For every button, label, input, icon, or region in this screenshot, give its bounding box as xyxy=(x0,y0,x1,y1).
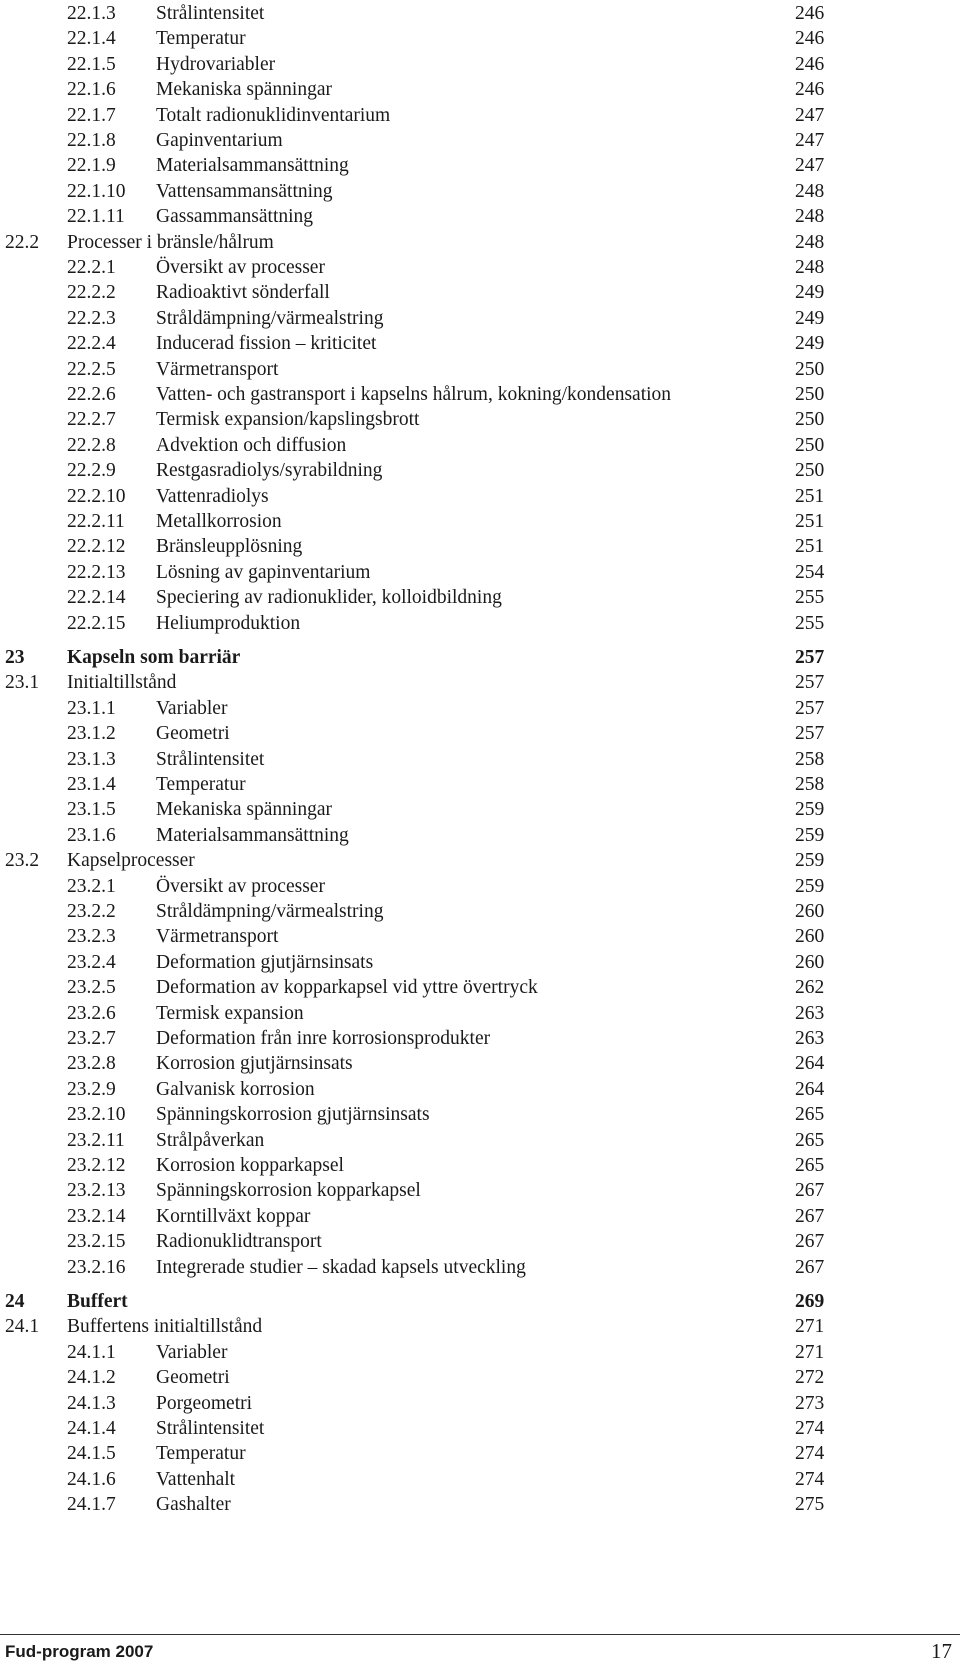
toc-entry-number: 22.1.7 xyxy=(67,105,116,126)
toc-subsection-entry[interactable] xyxy=(0,1178,960,1204)
toc-entry-title: Bränsleupplösning xyxy=(156,536,303,557)
toc-entry-page: 267 xyxy=(795,1231,825,1252)
toc-entry-number: 22.2.4 xyxy=(67,333,116,354)
toc-subsection-entry[interactable] xyxy=(0,924,960,950)
toc-entry-title: Geometri xyxy=(156,723,230,744)
toc-entry-number: 23.1.4 xyxy=(67,774,116,795)
toc-subsection-entry[interactable] xyxy=(0,280,960,306)
toc-entry-number: 22.1.8 xyxy=(67,130,116,151)
toc-subsection-entry[interactable] xyxy=(0,1467,960,1493)
toc-entry-number: 23.2.11 xyxy=(67,1130,125,1151)
toc-entry-number: 24.1.2 xyxy=(67,1367,116,1388)
toc-entry-number: 23 xyxy=(5,647,25,668)
toc-subsection-entry[interactable] xyxy=(0,458,960,484)
toc-entry-title: Restgasradiolys/syrabildning xyxy=(156,460,383,481)
toc-entry-number: 23.2.1 xyxy=(67,876,116,897)
toc-entry-number: 23.2.10 xyxy=(67,1104,126,1125)
toc-entry-title: Metallkorrosion xyxy=(156,511,282,532)
toc-subsection-entry[interactable] xyxy=(0,433,960,459)
toc-entry-page: 262 xyxy=(795,977,825,998)
toc-entry-number: 24.1 xyxy=(5,1316,40,1337)
toc-subsection-entry[interactable] xyxy=(0,534,960,560)
toc-subsection-entry[interactable] xyxy=(0,823,960,849)
toc-entry-number: 24.1.4 xyxy=(67,1418,116,1439)
toc-entry-number: 22.2.5 xyxy=(67,359,116,380)
toc-subsection-entry[interactable] xyxy=(0,1492,960,1518)
toc-subsection-entry[interactable] xyxy=(0,585,960,611)
toc-entry-title: Översikt av processer xyxy=(156,876,325,897)
toc-subsection-entry[interactable] xyxy=(0,1051,960,1077)
toc-subsection-entry[interactable] xyxy=(0,1102,960,1128)
toc-entry-page: 274 xyxy=(795,1469,825,1490)
toc-entry-page: 250 xyxy=(795,409,825,430)
toc-entry-number: 23.2.7 xyxy=(67,1028,116,1049)
toc-entry-page: 254 xyxy=(795,562,825,583)
toc-entry-title: Kapselprocesser xyxy=(67,850,195,871)
toc-subsection-entry[interactable] xyxy=(0,611,960,637)
toc-entry-title: Speciering av radionuklider, kolloidbildning xyxy=(156,587,502,608)
toc-entry-page: 250 xyxy=(795,384,825,405)
toc-entry-number: 22.1.3 xyxy=(67,3,116,24)
toc-entry-page: 248 xyxy=(795,257,825,278)
toc-entry-number: 24.1.6 xyxy=(67,1469,116,1490)
toc-entry-page: 248 xyxy=(795,206,825,227)
toc-entry-number: 24 xyxy=(5,1291,25,1312)
toc-entry-page: 258 xyxy=(795,774,825,795)
toc-entry-page: 250 xyxy=(795,435,825,456)
toc-entry-title: Totalt radionuklidinventarium xyxy=(156,105,391,126)
toc-entry-page: 251 xyxy=(795,486,825,507)
toc-entry-page: 274 xyxy=(795,1418,825,1439)
toc-entry-page: 271 xyxy=(795,1342,825,1363)
toc-entry-title: Buffert xyxy=(67,1291,128,1312)
toc-entry-title: Mekaniska spänningar xyxy=(156,799,332,820)
toc-subsection-entry[interactable] xyxy=(0,509,960,535)
toc-entry-title: Termisk expansion xyxy=(156,1003,304,1024)
toc-entry-number: 22.2.2 xyxy=(67,282,116,303)
toc-subsection-entry[interactable] xyxy=(0,899,960,925)
toc-entry-title: Lösning av gapinventarium xyxy=(156,562,371,583)
toc-subsection-entry[interactable] xyxy=(0,179,960,205)
toc-section-entry[interactable] xyxy=(0,848,960,874)
toc-entry-page: 265 xyxy=(795,1130,825,1151)
toc-entry-number: 23.2.4 xyxy=(67,952,116,973)
toc-entry-title: Termisk expansion/kapslingsbrott xyxy=(156,409,420,430)
toc-entry-title: Spänningskorrosion kopparkapsel xyxy=(156,1180,421,1201)
toc-subsection-entry[interactable] xyxy=(0,407,960,433)
toc-entry-title: Deformation av kopparkapsel vid yttre övertryck xyxy=(156,977,538,998)
toc-entry-number: 22.2.7 xyxy=(67,409,116,430)
toc-entry-number: 22.2.9 xyxy=(67,460,116,481)
toc-subsection-entry[interactable] xyxy=(0,772,960,798)
footer-page-number: 17 xyxy=(931,1639,952,1663)
toc-entry-page: 248 xyxy=(795,181,825,202)
toc-entry-number: 23.2.8 xyxy=(67,1053,116,1074)
toc-entry-title: Geometri xyxy=(156,1367,230,1388)
toc-subsection-entry[interactable] xyxy=(0,357,960,383)
toc-subsection-entry[interactable] xyxy=(0,1128,960,1154)
toc-entry-page: 271 xyxy=(795,1316,825,1337)
toc-entry-number: 23.1.5 xyxy=(67,799,116,820)
toc-entry-page: 247 xyxy=(795,130,825,151)
toc-entry-title: Strålpåverkan xyxy=(156,1130,265,1151)
page-footer xyxy=(0,1630,960,1669)
toc-entry-page: 263 xyxy=(795,1028,825,1049)
toc-entry-page: 251 xyxy=(795,536,825,557)
toc-entry-number: 23.2.13 xyxy=(67,1180,126,1201)
toc-entry-number: 22.1.4 xyxy=(67,28,116,49)
toc-entry-page: 257 xyxy=(795,698,825,719)
toc-entry-title: Vattensammansättning xyxy=(156,181,333,202)
toc-entry-number: 24.1.3 xyxy=(67,1393,116,1414)
toc-entry-title: Stråldämpning/värmealstring xyxy=(156,901,384,922)
toc-subsection-entry[interactable] xyxy=(0,255,960,281)
toc-subsection-entry[interactable] xyxy=(0,696,960,722)
toc-entry-number: 22.2.11 xyxy=(67,511,125,532)
toc-entry-title: Buffertens initialtillstånd xyxy=(67,1316,263,1337)
toc-entry-page: 274 xyxy=(795,1443,825,1464)
toc-entry-page: 257 xyxy=(795,723,825,744)
toc-subsection-entry[interactable] xyxy=(0,1255,960,1281)
toc-entry-page: 267 xyxy=(795,1257,825,1278)
toc-entry-number: 23.2.15 xyxy=(67,1231,126,1252)
toc-entry-page: 267 xyxy=(795,1180,825,1201)
toc-entry-number: 22.2.1 xyxy=(67,257,116,278)
toc-entry-page: 260 xyxy=(795,926,825,947)
toc-entry-title: Inducerad fission – kriticitet xyxy=(156,333,377,354)
toc-entry-number: 23.2.3 xyxy=(67,926,116,947)
toc-entry-page: 249 xyxy=(795,333,825,354)
toc-entry-number: 23.2.6 xyxy=(67,1003,116,1024)
toc-entry-page: 246 xyxy=(795,79,825,100)
toc-entry-number: 22.2.3 xyxy=(67,308,116,329)
toc-entry-page: 260 xyxy=(795,952,825,973)
toc-entry-page: 259 xyxy=(795,876,825,897)
toc-entry-page: 248 xyxy=(795,232,825,253)
toc-entry-title: Vattenradiolys xyxy=(156,486,269,507)
toc-entry-number: 22.2.10 xyxy=(67,486,126,507)
toc-chapter-entry[interactable] xyxy=(0,645,960,671)
toc-subsection-entry[interactable] xyxy=(0,1077,960,1103)
toc-subsection-entry[interactable] xyxy=(0,1441,960,1467)
toc-entry-title: Processer i bränsle/hålrum xyxy=(67,232,274,253)
toc-entry-title: Heliumproduktion xyxy=(156,613,301,634)
toc-subsection-entry[interactable] xyxy=(0,1001,960,1027)
toc-subsection-entry[interactable] xyxy=(0,560,960,586)
toc-entry-number: 23.1.6 xyxy=(67,825,116,846)
toc-subsection-entry[interactable] xyxy=(0,797,960,823)
toc-entry-number: 22.1.11 xyxy=(67,206,125,227)
toc-entry-number: 24.1.1 xyxy=(67,1342,116,1363)
toc-entry-number: 22.2.12 xyxy=(67,536,126,557)
toc-subsection-entry[interactable] xyxy=(0,1340,960,1366)
toc-entry-title: Översikt av processer xyxy=(156,257,325,278)
toc-subsection-entry[interactable] xyxy=(0,1026,960,1052)
toc-entry-number: 23.2.16 xyxy=(67,1257,126,1278)
toc-entry-number: 23.2.5 xyxy=(67,977,116,998)
toc-entry-page: 246 xyxy=(795,3,825,24)
toc-entry-number: 22.1.5 xyxy=(67,54,116,75)
toc-entry-title: Radioaktivt sönderfall xyxy=(156,282,330,303)
toc-subsection-entry[interactable] xyxy=(0,484,960,510)
toc-entry-title: Temperatur xyxy=(156,1443,246,1464)
toc-subsection-entry[interactable] xyxy=(0,1416,960,1442)
toc-entry-title: Gashalter xyxy=(156,1494,231,1515)
toc-subsection-entry[interactable] xyxy=(0,77,960,103)
toc-entry-page: 259 xyxy=(795,825,825,846)
toc-entry-title: Temperatur xyxy=(156,28,246,49)
toc-subsection-entry[interactable] xyxy=(0,1229,960,1255)
toc-subsection-entry[interactable] xyxy=(0,204,960,230)
toc-entry-page: 263 xyxy=(795,1003,825,1024)
toc-entry-page: 258 xyxy=(795,749,825,770)
toc-entry-page: 275 xyxy=(795,1494,825,1515)
toc-subsection-entry[interactable] xyxy=(0,1153,960,1179)
toc-entry-number: 22.1.9 xyxy=(67,155,116,176)
toc-subsection-entry[interactable] xyxy=(0,874,960,900)
toc-subsection-entry[interactable] xyxy=(0,1391,960,1417)
toc-entry-page: 246 xyxy=(795,54,825,75)
toc-entry-number: 23.2.2 xyxy=(67,901,116,922)
toc-entry-title: Materialsammansättning xyxy=(156,825,349,846)
toc-entry-title: Deformation gjutjärnsinsats xyxy=(156,952,374,973)
toc-entry-number: 22.2 xyxy=(5,232,40,253)
toc-entry-page: 251 xyxy=(795,511,825,532)
toc-entry-page: 255 xyxy=(795,613,825,634)
toc-entry-title: Temperatur xyxy=(156,774,246,795)
toc-entry-number: 23.2 xyxy=(5,850,40,871)
toc-subsection-entry[interactable] xyxy=(0,747,960,773)
toc-entry-number: 22.2.15 xyxy=(67,613,126,634)
toc-entry-page: 264 xyxy=(795,1053,825,1074)
toc-entry-page: 247 xyxy=(795,155,825,176)
toc-entry-page: 260 xyxy=(795,901,825,922)
toc-subsection-entry[interactable] xyxy=(0,721,960,747)
toc-entry-number: 22.2.8 xyxy=(67,435,116,456)
toc-entry-title: Gassammansättning xyxy=(156,206,314,227)
toc-entry-number: 23.2.14 xyxy=(67,1206,126,1227)
toc-subsection-entry[interactable] xyxy=(0,975,960,1001)
toc-entry-title: Värmetransport xyxy=(156,359,279,380)
toc-entry-page: 259 xyxy=(795,850,825,871)
toc-entry-page: 257 xyxy=(795,647,825,668)
toc-entry-page: 249 xyxy=(795,308,825,329)
toc-entry-page: 259 xyxy=(795,799,825,820)
toc-entry-number: 23.1 xyxy=(5,672,40,693)
toc-entry-number: 23.1.3 xyxy=(67,749,116,770)
toc-entry-number: 23.2.12 xyxy=(67,1155,126,1176)
footer-document-title: Fud-program 2007 xyxy=(5,1642,154,1661)
toc-entry-page: 246 xyxy=(795,28,825,49)
toc-subsection-entry[interactable] xyxy=(0,1,960,27)
toc-entry-title: Deformation från inre korrosionsprodukter xyxy=(156,1028,491,1049)
toc-entry-title: Hydrovariabler xyxy=(156,54,276,75)
toc-entry-title: Stråldämpning/värmealstring xyxy=(156,308,384,329)
toc-entry-title: Vatten- och gastransport i kapselns hålrum, kokning/kondensation xyxy=(156,384,672,405)
toc-entry-number: 22.2.13 xyxy=(67,562,126,583)
toc-subsection-entry[interactable] xyxy=(0,1204,960,1230)
toc-entry-number: 22.1.10 xyxy=(67,181,126,202)
toc-entry-number: 22.2.6 xyxy=(67,384,116,405)
toc-entry-number: 23.1.2 xyxy=(67,723,116,744)
toc-entry-title: Initialtillstånd xyxy=(67,672,177,693)
toc-entry-title: Porgeometri xyxy=(156,1393,253,1414)
toc-entry-page: 257 xyxy=(795,672,825,693)
toc-entry-title: Vattenhalt xyxy=(156,1469,236,1490)
toc-entry-title: Kapseln som barriär xyxy=(67,647,241,668)
toc-entry-title: Korrosion gjutjärnsinsats xyxy=(156,1053,353,1074)
toc-entry-page: 247 xyxy=(795,105,825,126)
footer-rule xyxy=(0,1634,960,1635)
toc-entry-page: 250 xyxy=(795,460,825,481)
toc-entry-title: Galvanisk korrosion xyxy=(156,1079,315,1100)
toc-entry-page: 264 xyxy=(795,1079,825,1100)
toc-section-entry[interactable] xyxy=(0,230,960,256)
toc-entry-title: Strålintensitet xyxy=(156,3,265,24)
toc-entry-page: 250 xyxy=(795,359,825,380)
toc-entry-title: Korntillväxt koppar xyxy=(156,1206,311,1227)
toc-entry-title: Variabler xyxy=(156,698,228,719)
toc-entry-number: 23.2.9 xyxy=(67,1079,116,1100)
toc-subsection-entry[interactable] xyxy=(0,1365,960,1391)
toc-entry-title: Advektion och diffusion xyxy=(156,435,347,456)
toc-subsection-entry[interactable] xyxy=(0,153,960,179)
toc-subsection-entry[interactable] xyxy=(0,103,960,129)
toc-entry-title: Integrerade studier – skadad kapsels utveckling xyxy=(156,1257,526,1278)
toc-section-entry[interactable] xyxy=(0,670,960,696)
toc-entry-page: 267 xyxy=(795,1206,825,1227)
toc-entry-title: Materialsammansättning xyxy=(156,155,349,176)
toc-entry-number: 24.1.7 xyxy=(67,1494,116,1515)
toc-subsection-entry[interactable] xyxy=(0,52,960,78)
toc-subsection-entry[interactable] xyxy=(0,128,960,154)
toc-entry-page: 265 xyxy=(795,1155,825,1176)
toc-subsection-entry[interactable] xyxy=(0,26,960,52)
toc-entry-page: 265 xyxy=(795,1104,825,1125)
toc-section-entry[interactable] xyxy=(0,1314,960,1340)
toc-entry-title: Gapinventarium xyxy=(156,130,283,151)
toc-entry-title: Strålintensitet xyxy=(156,1418,265,1439)
toc-entry-title: Radionuklidtransport xyxy=(156,1231,322,1252)
toc-entry-page: 273 xyxy=(795,1393,825,1414)
toc-entry-title: Spänningskorrosion gjutjärnsinsats xyxy=(156,1104,430,1125)
toc-entry-number: 24.1.5 xyxy=(67,1443,116,1464)
toc-entry-number: 22.2.14 xyxy=(67,587,126,608)
toc-entry-title: Korrosion kopparkapsel xyxy=(156,1155,344,1176)
toc-entry-title: Variabler xyxy=(156,1342,228,1363)
toc-entry-title: Mekaniska spänningar xyxy=(156,79,332,100)
toc-entry-page: 249 xyxy=(795,282,825,303)
toc-subsection-entry[interactable] xyxy=(0,950,960,976)
toc-entry-number: 23.1.1 xyxy=(67,698,116,719)
toc-entry-page: 269 xyxy=(795,1291,825,1312)
toc-chapter-entry[interactable] xyxy=(0,1289,960,1315)
toc-entry-title: Värmetransport xyxy=(156,926,279,947)
toc-entry-title: Strålintensitet xyxy=(156,749,265,770)
toc-entry-page: 255 xyxy=(795,587,825,608)
toc-subsection-entry[interactable] xyxy=(0,382,960,408)
toc-entry-number: 22.1.6 xyxy=(67,79,116,100)
toc-entry-page: 272 xyxy=(795,1367,825,1388)
toc-subsection-entry[interactable] xyxy=(0,306,960,332)
toc-subsection-entry[interactable] xyxy=(0,331,960,357)
